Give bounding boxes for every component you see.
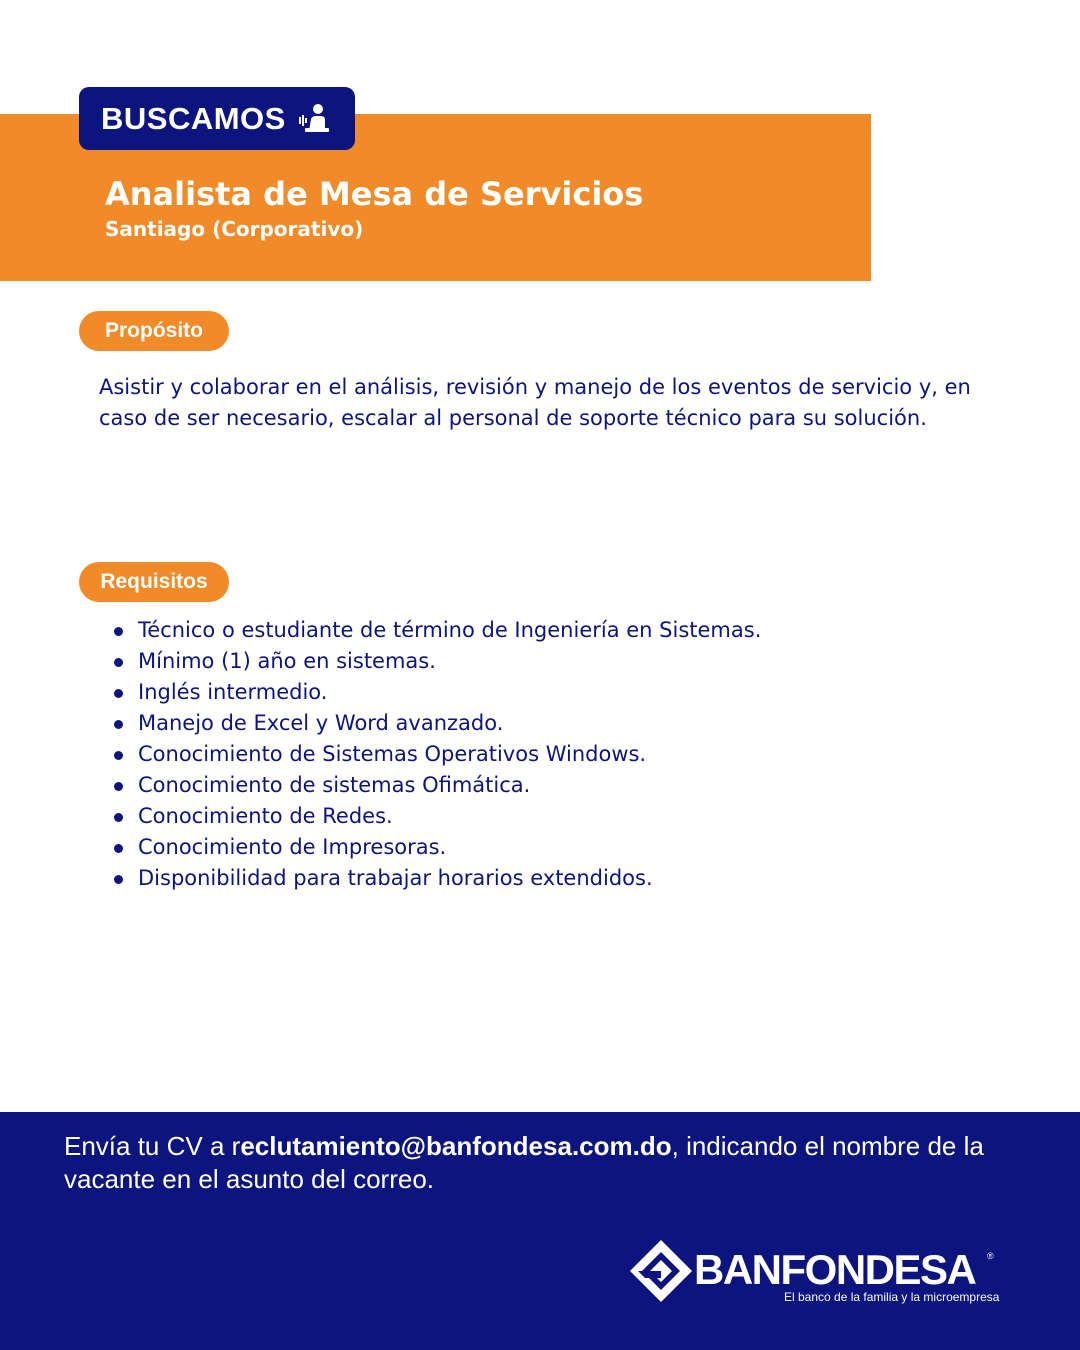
requirements-label: Requisitos (79, 562, 229, 602)
logo-registered: ® (987, 1251, 994, 1261)
footer-text-before: Envía tu CV a r (64, 1131, 241, 1161)
purpose-label: Propósito (79, 311, 229, 351)
list-item: Conocimiento de sistemas Ofimática. (99, 770, 761, 801)
footer-text (64, 1130, 1024, 1196)
purpose-text: Asistir y colaborar en el análisis, revisión y manejo de los eventos de servicio y, en caso de ser necesario, escalar al personal de soporte técnico para su solución. (99, 375, 971, 430)
requirements-list (99, 615, 761, 894)
list-item: Conocimiento de Sistemas Operativos Windows. (99, 739, 761, 770)
list-item: Manejo de Excel y Word avanzado. (99, 708, 761, 739)
list-item: Mínimo (1) año en sistemas. (99, 646, 761, 677)
list-item: Inglés intermedio. (99, 677, 761, 708)
job-title: Analista de Mesa de Servicios (105, 175, 644, 213)
footer-email[interactable]: eclutamiento@banfondesa.com.do (240, 1131, 672, 1161)
footer-text-after: , indicando el nombre de la vacante en el asunto del correo. (64, 1131, 984, 1194)
list-item: Conocimiento de Redes. (99, 801, 761, 832)
buscamos-tag (79, 87, 355, 150)
list-item: Técnico o estudiante de término de Ingeniería en Sistemas. (99, 615, 761, 646)
buscamos-label: BUSCAMOS (101, 100, 286, 136)
list-item: Disponibilidad para trabajar horarios extendidos. (99, 863, 761, 894)
logo-name: BANFONDESA (694, 1246, 976, 1293)
logo-tagline: El banco de la familia y la microempresa (784, 1290, 1000, 1304)
person-at-laptop-icon (296, 101, 332, 137)
list-item: Conocimiento de Impresoras. (99, 832, 761, 863)
job-location: Santiago (Corporativo) (105, 217, 364, 241)
